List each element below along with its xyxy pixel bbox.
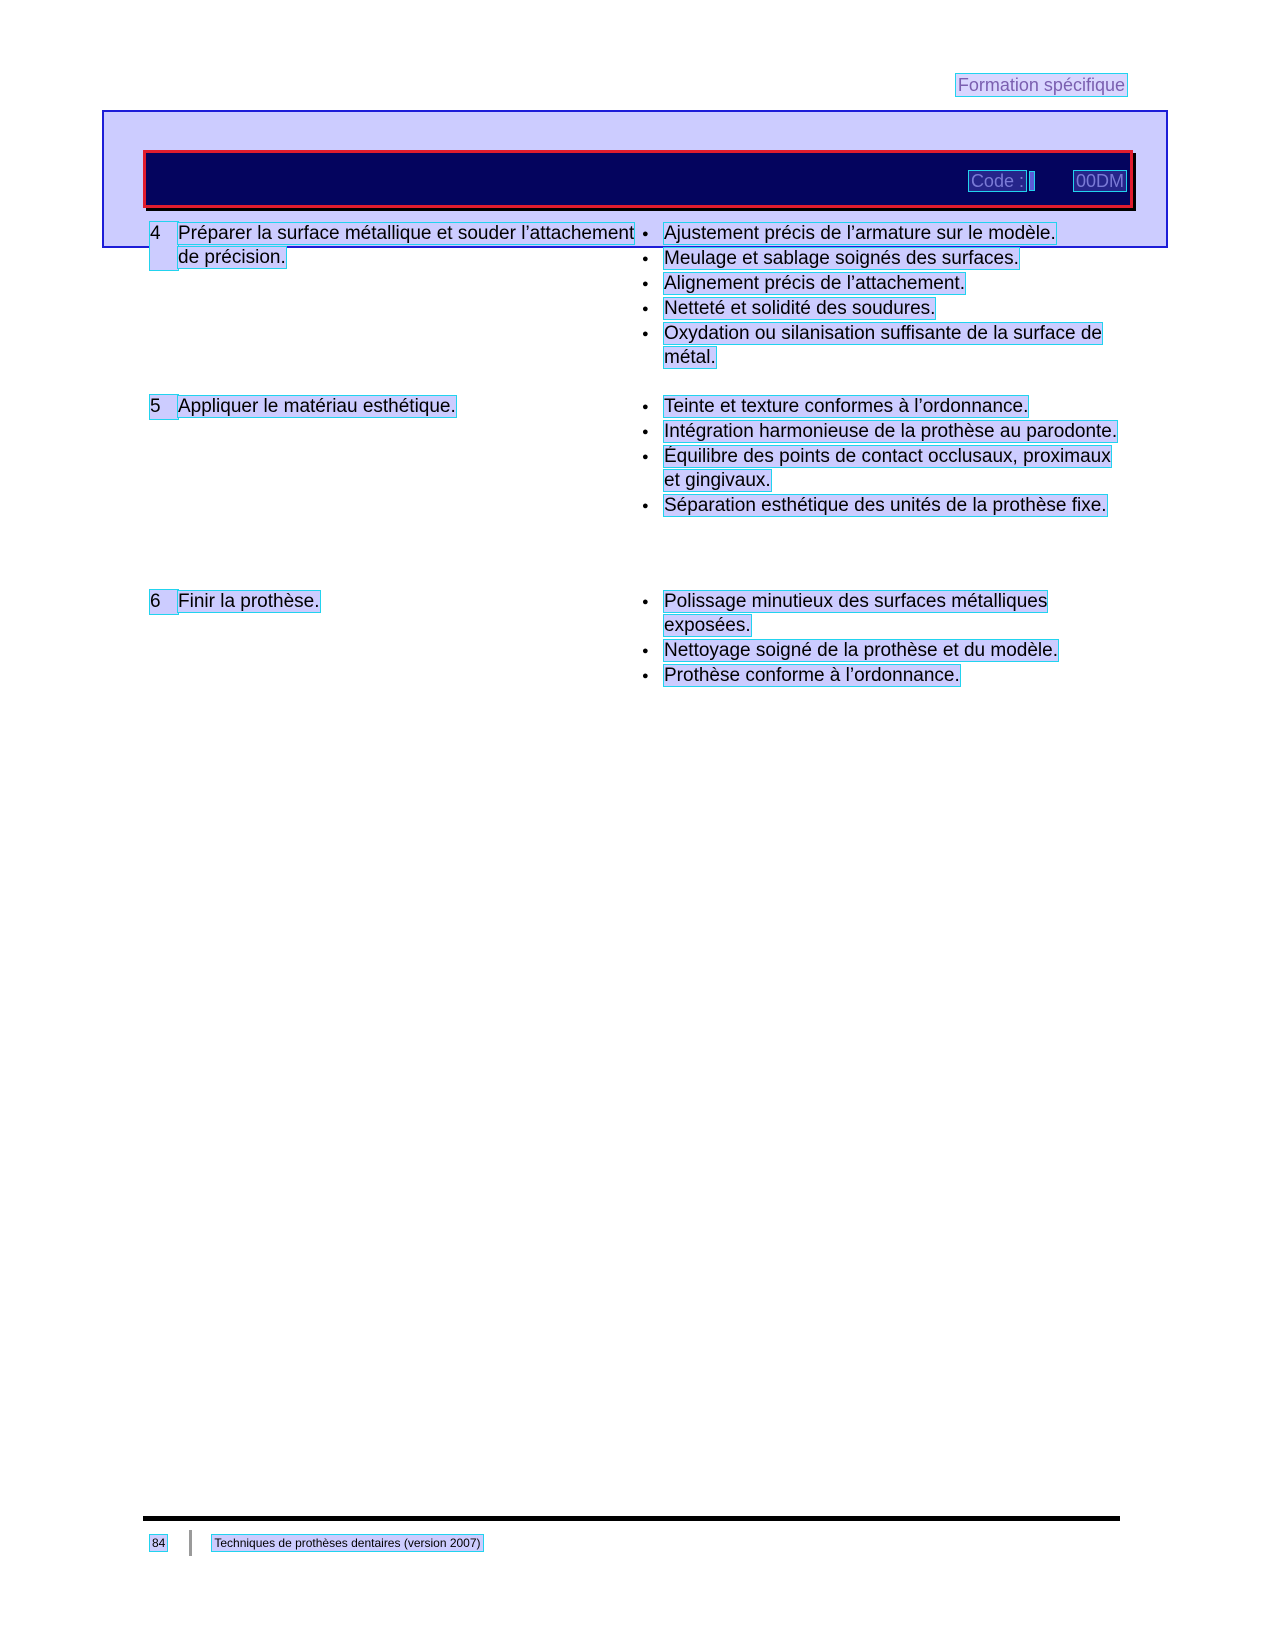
list-item	[642, 297, 1122, 321]
step-cell	[150, 222, 640, 270]
list-item	[642, 420, 1122, 444]
footer-divider	[143, 1516, 1120, 1521]
criterion-text: Prothèse conforme à l’ordonnance.	[664, 665, 960, 686]
footer-separator	[189, 1530, 192, 1556]
document-title: Techniques de prothèses dentaires (version 2007)	[214, 1536, 481, 1550]
list-item	[642, 664, 1122, 688]
step-text: Appliquer le matériau esthétique.	[178, 396, 456, 417]
step-cell	[150, 395, 640, 419]
criterion-text: Nettoyage soigné de la prothèse et du modèle.	[664, 640, 1058, 661]
criteria-list	[642, 222, 1122, 371]
step-number: 5	[150, 395, 178, 419]
criterion-text: Alignement précis de l’attachement.	[664, 273, 965, 294]
code-label: Code :	[970, 171, 1024, 191]
code-separator	[1030, 172, 1034, 190]
criterion-text: Oxydation ou silanisation suffisante de la surface de métal.	[664, 323, 1102, 368]
criterion-text: Ajustement précis de l’armature sur le modèle.	[664, 223, 1056, 244]
step-cell	[150, 590, 640, 614]
list-item	[642, 639, 1122, 663]
criteria-list	[642, 590, 1122, 689]
step-number: 6	[150, 590, 178, 614]
step-text: Préparer la surface métallique et souder l’attachement de précision.	[178, 223, 635, 268]
criterion-text: Meulage et sablage soignés des surfaces.	[664, 248, 1019, 269]
criterion-text: Intégration harmonieuse de la prothèse au parodonte.	[664, 421, 1118, 442]
page-number: 84	[152, 1536, 166, 1550]
title-bar	[143, 150, 1133, 208]
code-field	[969, 171, 1126, 191]
list-item	[642, 322, 1122, 370]
list-item	[642, 395, 1122, 419]
criterion-text: Teinte et texture conformes à l’ordonnance.	[664, 396, 1029, 417]
list-item	[642, 247, 1122, 271]
criterion-text: Équilibre des points de contact occlusaux, proximaux et gingivaux.	[664, 446, 1111, 491]
section-title: Formation spécifique	[957, 75, 1125, 95]
page-footer	[150, 1530, 483, 1556]
list-item	[642, 272, 1122, 296]
list-item	[642, 494, 1122, 518]
list-item	[642, 222, 1122, 246]
criterion-text: Polissage minutieux des surfaces métalliques exposées.	[664, 591, 1048, 636]
criteria-list	[642, 395, 1122, 519]
criterion-text: Netteté et solidité des soudures.	[664, 298, 936, 319]
step-text: Finir la prothèse.	[178, 591, 320, 612]
criterion-text: Séparation esthétique des unités de la prothèse fixe.	[664, 495, 1107, 516]
list-item	[642, 445, 1122, 493]
step-number: 4	[150, 222, 178, 270]
code-value: 00DM	[1075, 171, 1124, 191]
list-item	[642, 590, 1122, 638]
